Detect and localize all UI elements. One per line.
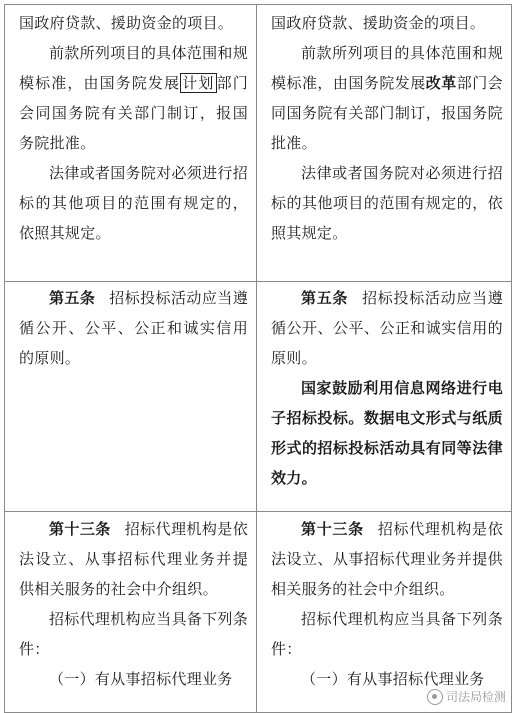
added-paragraph: 国家鼓励利用信息网络进行电子招标投标。数据电文形式与纸质形式的招标投标活动具有同等法律效力。 — [271, 373, 503, 493]
old-text-cell — [5, 5, 257, 282]
text-span: 前款所列项目的具体范围和规模标准，由国务院发展 — [19, 44, 248, 92]
watermark — [427, 688, 506, 705]
paragraph: 法律或者国务院对必须进行招标的其他项目的范围有规定的，依照其规定。 — [19, 158, 248, 248]
text-span: 招标投标活动应当遵循公开、公平、公正和诚实信用的原则。 — [19, 289, 248, 367]
article-number: 第五条 — [49, 289, 95, 307]
paragraph — [19, 38, 248, 158]
text-span: 招标投标活动应当遵循公开、公平、公正和诚实信用的原则。 — [271, 289, 503, 367]
paragraph — [19, 514, 248, 604]
table-row — [5, 512, 512, 713]
article-number: 第五条 — [301, 289, 348, 307]
new-text-cell — [257, 512, 512, 713]
text-span: 部门会同国务院有关部门制订，报国务院批准。 — [271, 74, 503, 152]
changed-term: 改革 — [426, 74, 457, 92]
old-text-cell — [5, 282, 257, 512]
paragraph — [19, 283, 248, 373]
table-row — [5, 5, 512, 282]
paragraph — [271, 283, 503, 373]
old-text-cell — [5, 512, 257, 713]
changed-term: 计划 — [180, 73, 216, 93]
paragraph: 国政府贷款、援助资金的项目。 — [19, 8, 248, 38]
text-span: 部门会同国务院有关部门制订，报国务院批准。 — [19, 74, 248, 152]
comparison-table — [4, 4, 512, 713]
new-text-cell — [257, 282, 512, 512]
article-number: 第十三条 — [301, 520, 364, 538]
paragraph: 招标代理机构应当具备下列条件： — [271, 604, 503, 664]
paragraph: （一）有从事招标代理业务 — [271, 664, 503, 694]
watermark-text: 司法局检测 — [446, 688, 506, 705]
paragraph: 招标代理机构应当具备下列条件： — [19, 604, 248, 664]
text-span: 招标代理机构是依法设立、从事招标代理业务并提供相关服务的社会中介组织。 — [19, 520, 248, 598]
paragraph — [271, 38, 503, 158]
article-number: 第十三条 — [49, 520, 111, 538]
new-text-cell — [257, 5, 512, 282]
paragraph: 国政府贷款、援助资金的项目。 — [271, 8, 503, 38]
text-span: 招标代理机构是依法设立、从事招标代理业务并提供相关服务的社会中介组织。 — [271, 520, 503, 598]
table-row — [5, 282, 512, 512]
paragraph: 法律或者国务院对必须进行招标的其他项目的范围有规定的，依照其规定。 — [271, 158, 503, 248]
paragraph: （一）有从事招标代理业务 — [19, 664, 248, 694]
wechat-logo-icon — [427, 689, 443, 705]
text-span: 前款所列项目的具体范围和规模标准，由国务院发展 — [271, 44, 503, 92]
paragraph — [271, 514, 503, 604]
